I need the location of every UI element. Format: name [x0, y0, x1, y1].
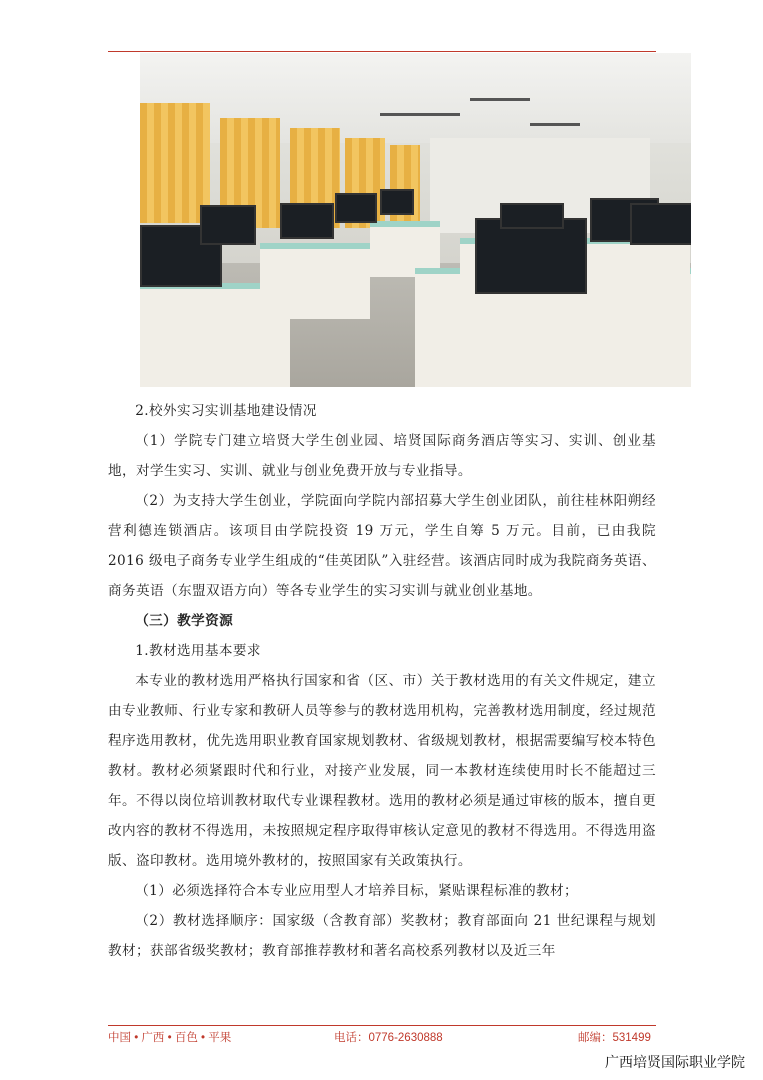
computer-monitor: [280, 203, 334, 239]
footer-rule: [108, 1025, 656, 1026]
footer-phone: 电话：0776-2630888: [334, 1032, 443, 1044]
paragraph: （1）必须选择符合本专业应用型人才培养目标，紧贴课程标准的教材；: [135, 883, 579, 899]
ceiling-fan: [380, 113, 460, 116]
paragraph: （2）教材选择顺序：国家级（含教育部）奖教材；教育部面向 21 世纪课程与规划教材；获部省级奖教材；教育部推荐教材和著名高校系列教材以及近三年: [108, 913, 656, 959]
classroom-photo: [140, 53, 691, 387]
school-caption: 广西培贤国际职业学院: [605, 1055, 745, 1071]
paragraph: 本专业的教材选用严格执行国家和省（区、市）关于教材选用的有关文件规定，建立由专业教师、行业专家和教研人员等参与的教材选用机构，完善教材选用制度，经过规范程序选用教材，优先选用职业教育国家规划教材、省级规划教材，根据需要编写校本特色教材。教材必须紧跟时代和行业，对接产业发展，同一本教材连续使用时长不能超过三年。不得以岗位培训教材取代专业课程教材。选用的教材必须是通过审核的版本，擅自更改内容的教材不得选用，未按照规定程序取得审核认定意见的教材不得选用。不得选用盗版、盗印教材。选用境外教材的，按照国家有关政策执行。: [108, 673, 656, 869]
paragraph: （1）学院专门建立培贤大学生创业园、培贤国际商务酒店等实习、实训、创业基地，对学生实习、实训、就业与创业免费开放与专业指导。: [108, 433, 656, 479]
ceiling-fan: [530, 123, 580, 126]
computer-desk: [260, 243, 370, 319]
body-text: [108, 396, 656, 966]
footer-postcode: 邮编：531499: [578, 1032, 651, 1044]
computer-monitor: [500, 203, 564, 229]
computer-monitor: [335, 193, 377, 223]
subsection-heading: 1.教材选用基本要求: [135, 643, 261, 659]
section-heading: 2.校外实习实训基地建设情况: [135, 403, 317, 419]
paragraph: （2）为支持大学生创业，学院面向学院内部招募大学生创业团队，前往桂林阳朔经营利德连锁酒店。该项目由学院投资 19 万元，学生自筹 5 万元。目前，已由我院 2016 级电子商务专业学生组成的“佳英团队”入驻经营。该酒店同时成为我院商务英语、商务英语（东盟双语方向）等各专业学生的实习实训与就业创业基地。: [108, 493, 656, 599]
computer-monitor: [200, 205, 256, 245]
header-rule: [108, 51, 656, 52]
computer-monitor: [475, 218, 587, 294]
ceiling-fan: [470, 98, 530, 101]
computer-monitor: [380, 189, 414, 215]
computer-monitor: [630, 203, 691, 245]
section-heading: （三）教学资源: [135, 613, 234, 629]
footer-location: 中国 • 广西 • 百色 • 平果: [108, 1032, 232, 1044]
